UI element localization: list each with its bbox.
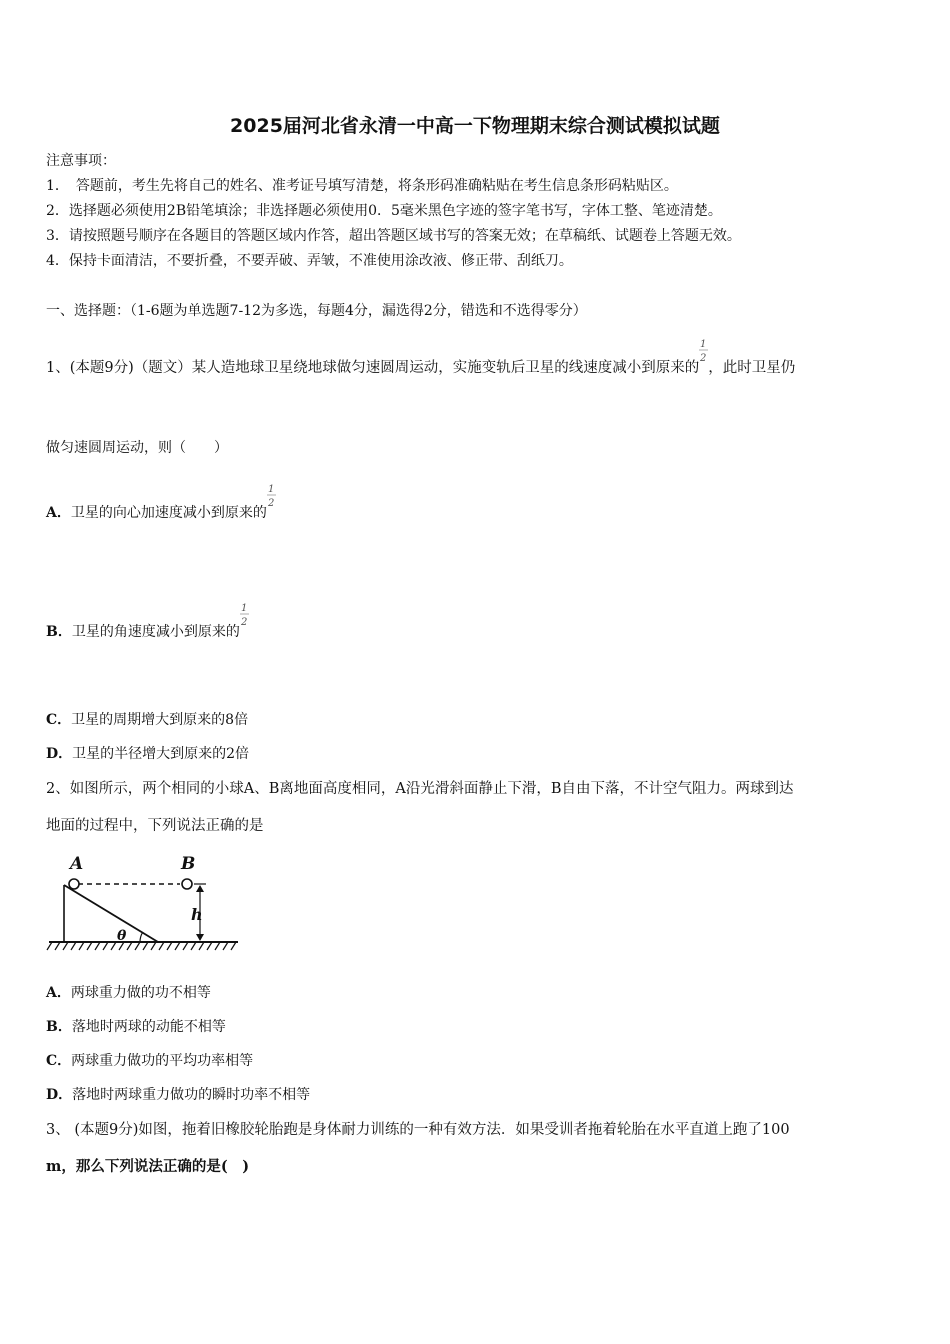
q1-option-c	[46, 710, 248, 730]
option-letter: C．	[46, 712, 72, 728]
question-1-text-b: ，此时卫星仍	[708, 360, 796, 376]
incline-figure	[46, 850, 246, 964]
frac-numerator: 1	[700, 339, 707, 350]
question-2-line-2: 地面的过程中，下列说法正确的是	[46, 818, 264, 834]
fraction-half-graphic	[267, 481, 277, 513]
ball-a	[69, 879, 79, 889]
fraction-half-graphic	[699, 336, 709, 368]
option-letter: B．	[46, 1019, 72, 1035]
q2-option-b	[46, 1017, 226, 1037]
frac-numerator: 1	[267, 484, 275, 495]
question-3-line-1: 3、 (本题9分)如图，拖着旧橡胶轮胎跑是身体耐力训练的一种有效方法．如果受训者拖着轮胎在水平直道上跑了100	[46, 1122, 790, 1138]
angle-arc	[140, 933, 143, 943]
option-letter: B．	[46, 624, 72, 640]
option-text: 卫星的角速度减小到原来的	[71, 624, 240, 640]
label-h: h	[191, 905, 203, 924]
theta-label: θ	[117, 928, 127, 944]
label-b: B	[181, 854, 196, 874]
question-1-line-2: 做匀速圆周运动，则（ ）	[46, 440, 228, 456]
q1-option-a	[46, 484, 276, 523]
question-1-line-1	[46, 339, 796, 378]
q2-option-c	[46, 1051, 253, 1071]
option-text: 卫星的周期增大到原来的8倍	[71, 712, 249, 728]
notice-item-4: 4．保持卡面清洁，不要折叠，不要弄破、弄皱，不准使用涂改液、修正带、刮纸刀。	[46, 253, 573, 269]
option-letter: D．	[46, 1087, 73, 1103]
fraction-half	[267, 484, 276, 523]
fraction-half	[240, 603, 249, 642]
notice-item-1: 1． 答题前，考生先将自己的姓名、准考证号填写清楚，将条形码准确粘贴在考生信息条形码粘贴区。	[46, 178, 678, 194]
notice-heading: 注意事项：	[46, 153, 116, 169]
question-2-line-1: 2、如图所示，两个相同的小球A、B离地面高度相同，A沿光滑斜面静止下滑，B自由下落，不计空气阻力。两球到达	[46, 781, 794, 797]
option-letter: A．	[46, 505, 71, 521]
q2-option-d	[46, 1085, 310, 1105]
frac-denominator: 2	[267, 498, 275, 509]
frac-denominator: 2	[240, 617, 248, 628]
fraction-half	[699, 339, 708, 378]
q1-option-b	[46, 603, 249, 642]
option-letter: A．	[46, 985, 71, 1001]
label-a: A	[70, 854, 84, 874]
ground-hatching	[47, 942, 236, 950]
section-heading: 一、选择题：（1-6题为单选题7-12为多选，每题4分，漏选得2分，错选和不选得零分）	[46, 303, 587, 319]
option-letter: D．	[46, 746, 73, 762]
height-arrow-up	[196, 885, 204, 892]
option-text: 落地时两球的动能不相等	[71, 1019, 226, 1035]
incline-diagram	[46, 850, 246, 960]
question-1-text-a: 1、(本题9分)（题文）某人造地球卫星绕地球做匀速圆周运动，实施变轨后卫星的线速度减小到原来的	[46, 360, 700, 376]
notice-item-2: 2．选择题必须使用2B铅笔填涂；非选择题必须使用0．5毫米黑色字迹的签字笔书写，字体工整、笔迹清楚。	[46, 203, 722, 219]
option-text: 落地时两球重力做功的瞬时功率不相等	[72, 1087, 311, 1103]
option-text: 两球重力做功的平均功率相等	[71, 1053, 254, 1069]
notice-item-3: 3．请按照题号顺序在各题目的答题区域内作答，超出答题区域书写的答案无效；在草稿纸、试题卷上答题无效。	[46, 228, 741, 244]
page-title: 2025届河北省永清一中高一下物理期末综合测试模拟试题	[230, 115, 720, 137]
q2-option-a	[46, 983, 211, 1003]
option-letter: C．	[46, 1053, 72, 1069]
option-text: 卫星的向心加速度减小到原来的	[70, 505, 267, 521]
question-3-line-2: m，那么下列说法正确的是( )	[46, 1158, 250, 1175]
incline-slope	[64, 885, 158, 942]
ball-b	[182, 879, 192, 889]
height-arrow-down	[196, 934, 204, 941]
option-text: 卫星的半径增大到原来的2倍	[72, 746, 250, 762]
q1-option-d	[46, 744, 249, 764]
frac-numerator: 1	[240, 603, 248, 614]
fraction-half-graphic	[240, 600, 250, 632]
frac-denominator: 2	[700, 353, 707, 364]
option-text: 两球重力做的功不相等	[70, 985, 211, 1001]
